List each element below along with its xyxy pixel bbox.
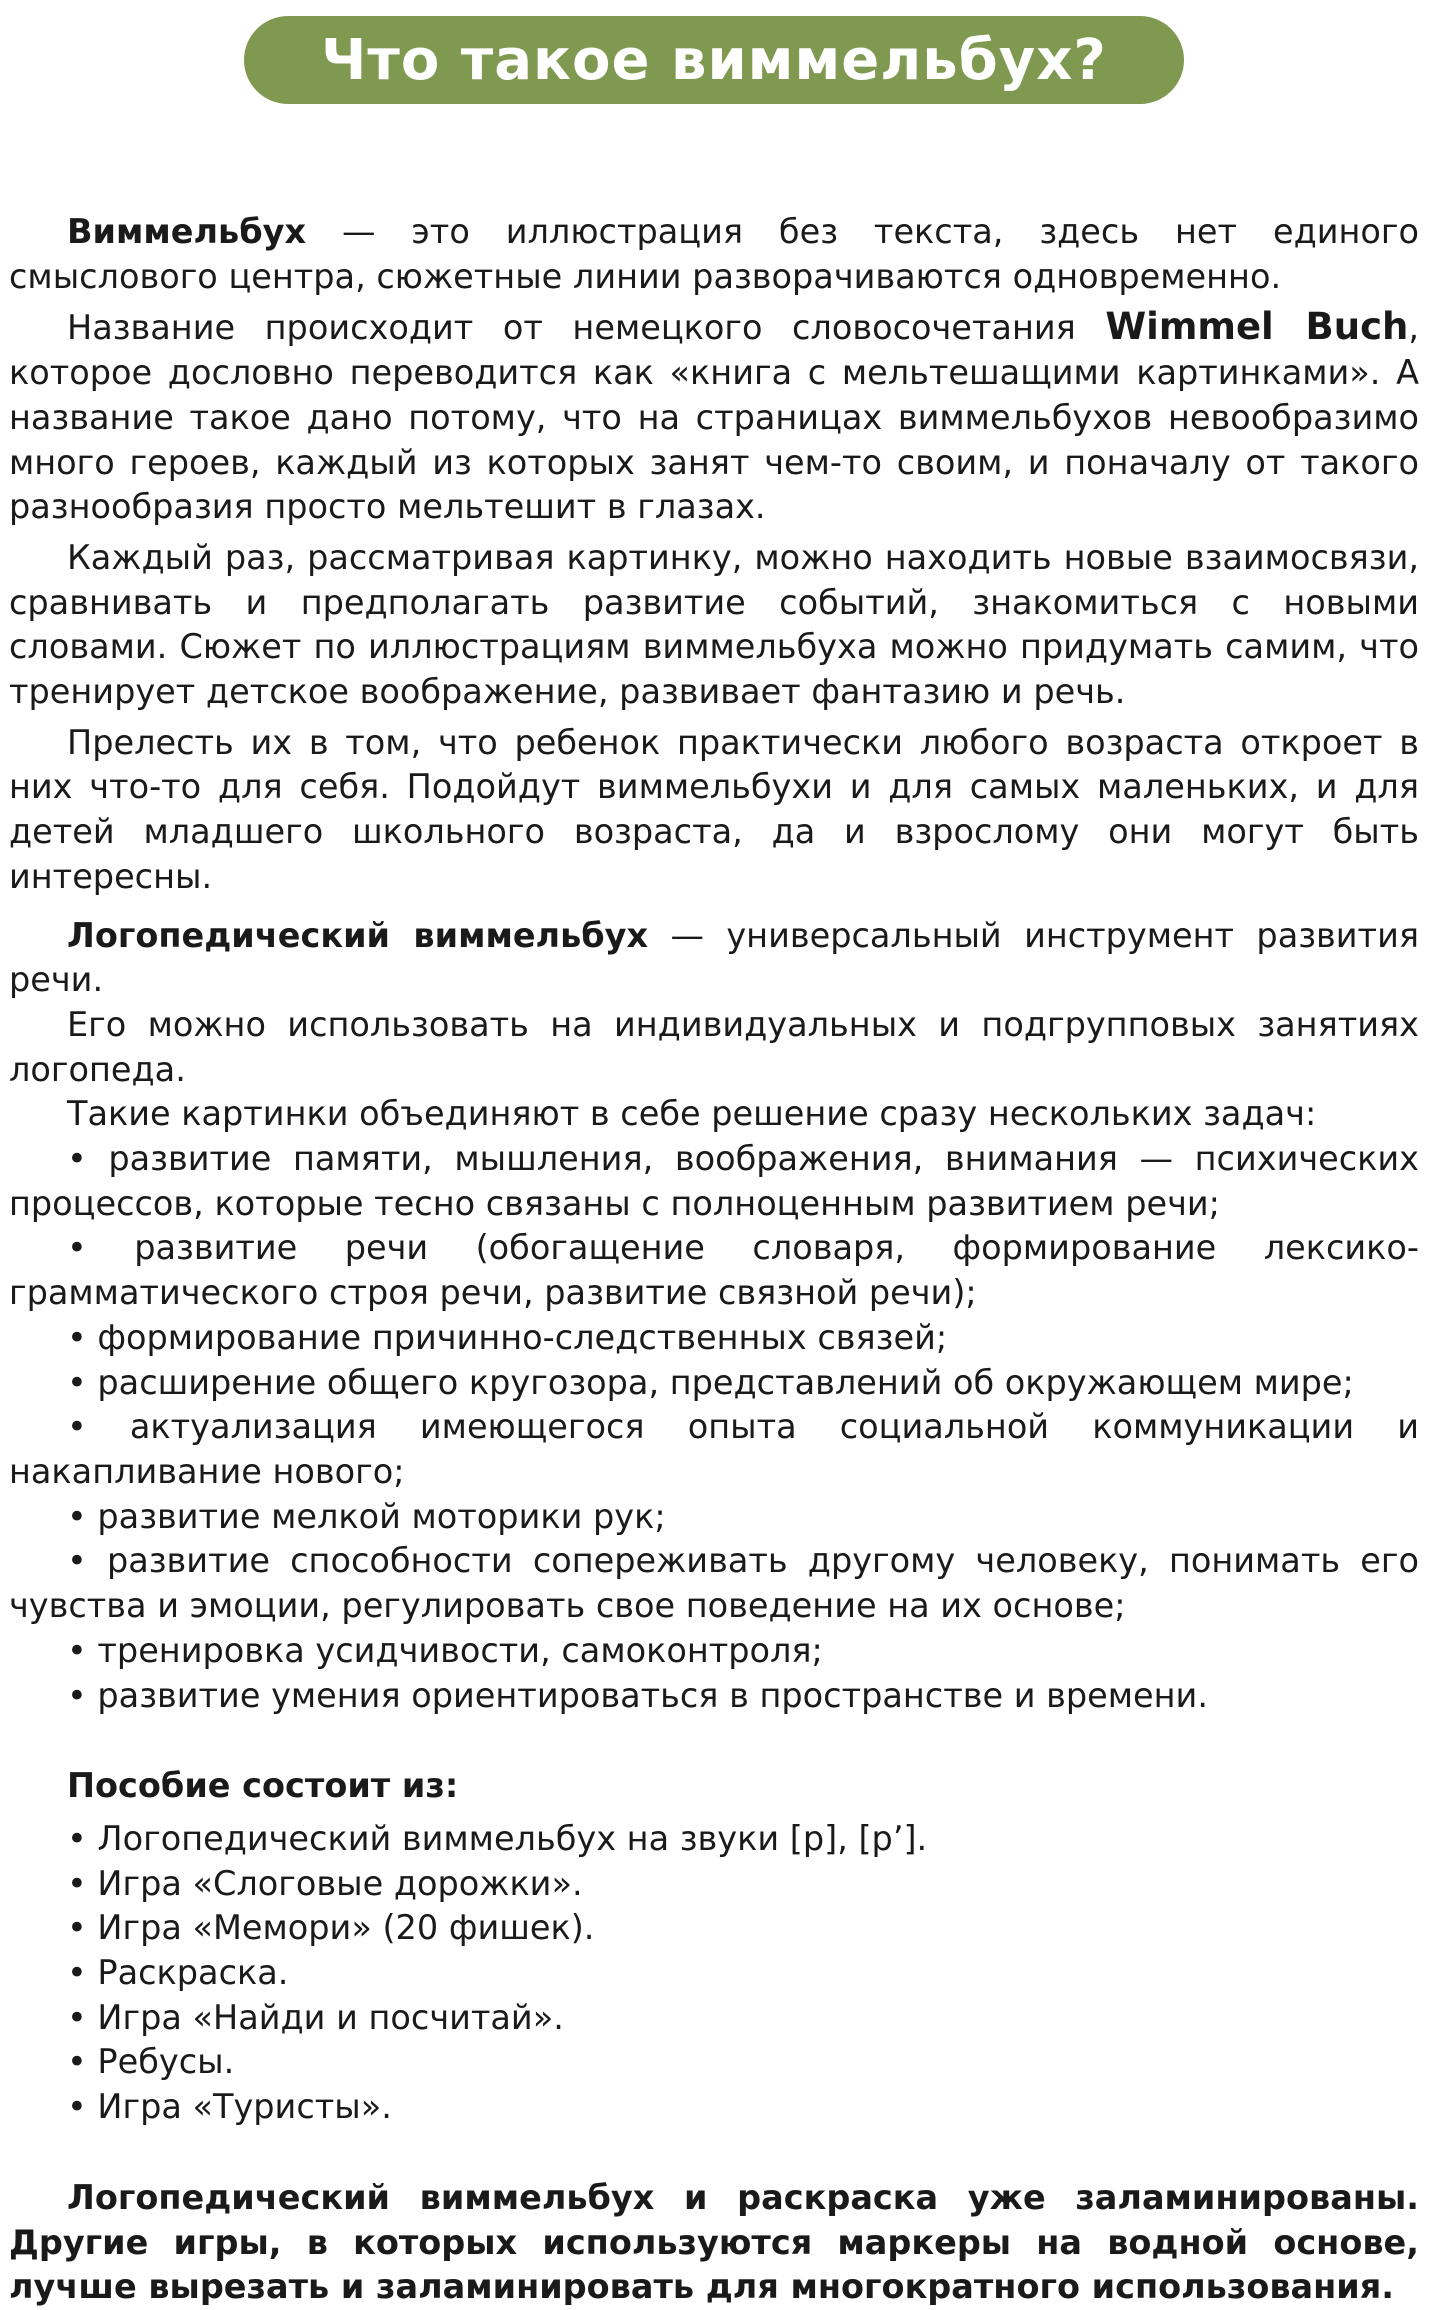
term-speech-wimmelbuch: Логопедический виммельбух bbox=[67, 915, 649, 955]
speech-paragraph-1 bbox=[9, 914, 1419, 1003]
task-item: • актуализация имеющегося опыта социальной коммуникации и накапливание нового; bbox=[9, 1407, 1419, 1491]
speech-paragraph-2: Его можно использовать на индивидуальных и подгрупповых занятиях логопеда. bbox=[9, 1004, 1419, 1089]
intro-paragraph-1-text: — это иллюстрация без текста, здесь нет единого смыслового центра, сюжетные линии разворачиваются одновременно. bbox=[9, 212, 1419, 296]
body-text bbox=[9, 210, 1419, 2310]
contents-item: • Раскраска. bbox=[67, 1953, 289, 1993]
speech-paragraph-3: Такие картинки объединяют в себе решение сразу нескольких задач: bbox=[67, 1094, 1317, 1134]
task-item: • расширение общего кругозора, представлений об окружающем мире; bbox=[67, 1362, 1354, 1402]
page-title: Что такое виммельбух? bbox=[321, 27, 1107, 93]
term-wimmel-buch: Wimmel Buch bbox=[1105, 305, 1409, 349]
intro-paragraph-2-start: Название происходит от немецкого словосочетания bbox=[67, 308, 1106, 348]
task-item: • развитие мелкой моторики рук; bbox=[67, 1496, 666, 1536]
contents-item: • Логопедический виммельбух на звуки [р], [р’]. bbox=[67, 1818, 928, 1858]
intro-paragraph-3: Каждый раз, рассматривая картинку, можно находить новые взаимосвязи, сравнивать и предполагать развитие событий, знакомиться с новыми словами. Сюжет по иллюстрациям виммельбуха можно придумать самим, что тренирует детское воображение, развивает фантазию и речь. bbox=[9, 537, 1419, 712]
contents-list bbox=[9, 1817, 1419, 2130]
intro-paragraph-4: Прелесть их в том, что ребенок практически любого возраста откроет в них что-то для себя. Подойдут виммельбухи и для самых маленьких, и для детей младшего школьного возраста, да и взрослому они могут быть интересны. bbox=[9, 722, 1419, 896]
task-list bbox=[9, 1137, 1419, 1718]
task-item: • развитие памяти, мышления, воображения, внимания — психических процессов, которые тесно связаны с полноценным развитием речи; bbox=[9, 1139, 1419, 1223]
final-note: Логопедический виммельбух и раскраска уже заламинированы. Другие игры, в которых используются маркеры на водной основе, лучше вырезать и заламинировать для многократного использования. bbox=[9, 2177, 1419, 2307]
task-item: • тренировка усидчивости, самоконтроля; bbox=[67, 1630, 823, 1670]
task-item: • формирование причинно-следственных связей; bbox=[67, 1317, 948, 1357]
contents-item: • Игра «Найди и посчитай». bbox=[67, 1997, 564, 2037]
task-item: • развитие умения ориентироваться в пространстве и времени. bbox=[67, 1675, 1208, 1715]
contents-item: • Игра «Мемори» (20 фишек). bbox=[67, 1908, 595, 1948]
contents-item: • Игра «Туристы». bbox=[67, 2087, 392, 2127]
contents-heading: Пособие состоит из: bbox=[67, 1766, 459, 1806]
contents-item: • Ребусы. bbox=[67, 2042, 235, 2082]
intro-paragraph-1 bbox=[9, 210, 1419, 299]
contents-item: • Игра «Слоговые дорожки». bbox=[67, 1863, 583, 1903]
intro-paragraph-2 bbox=[9, 305, 1419, 530]
term-wimmelbuch: Виммельбух bbox=[67, 212, 307, 251]
intro-paragraph-2-rest: , которое дословно переводится как «книга с мельтешащими картинками». А название такое дано потому, что на страницах виммельбухов невообразимо много героев, каждый из которых занят чем-то своим, и поначалу от такого разнообразия просто мельтешит в глазах. bbox=[9, 308, 1419, 527]
task-item: • развитие речи (обогащение словаря, формирование лексико-грамматического строя речи, развитие связной речи); bbox=[9, 1228, 1419, 1313]
speech-paragraph-1-text: — универсальный инструмент развития речи. bbox=[9, 915, 1419, 1000]
title-banner bbox=[244, 16, 1184, 104]
task-item: • развитие способности сопереживать другому человеку, понимать его чувства и эмоции, регулировать свое поведение на их основе; bbox=[9, 1541, 1419, 1626]
